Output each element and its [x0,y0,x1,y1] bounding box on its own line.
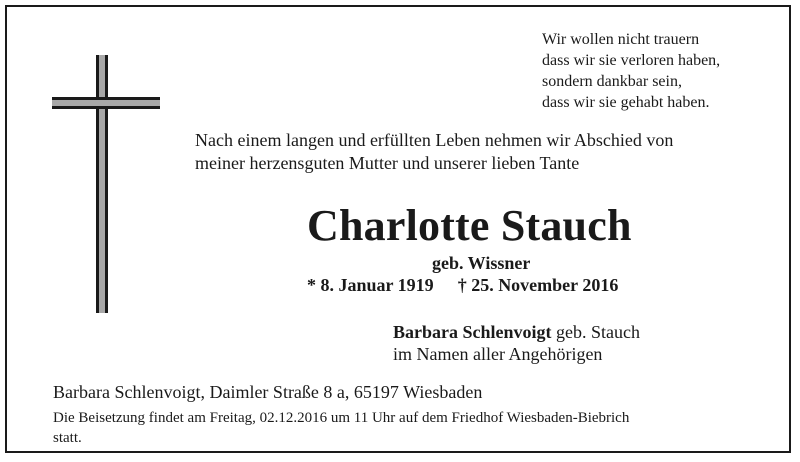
mourner-line [393,321,640,343]
mourner-name: Barbara Schlenvoigt [393,322,552,342]
mourner-signature [393,321,640,365]
birth-date: * 8. Januar 1919 [307,275,434,295]
poem-line: dass wir sie verloren haben, [542,52,721,69]
poem [542,29,720,113]
mourner-line: im Namen aller Angehörigen [393,344,603,364]
funeral-line: Die Beisetzung findet am Freitag, 02.12.2016 um 11 Uhr auf dem Friedhof Wiesbaden-Biebrich [53,410,630,426]
funeral-line: statt. [53,430,82,446]
life-dates [307,274,618,296]
poem-line: dass wir sie gehabt haben. [542,94,710,111]
death-date: † 25. November 2016 [457,275,619,295]
maiden-name: geb. Wissner [432,253,531,273]
intro-line: Nach einem langen und erfüllten Leben nehmen wir Abschied von [195,130,674,150]
obituary-frame [5,5,791,453]
deceased-name: Charlotte Stauch [307,201,632,250]
poem-line: Wir wollen nicht trauern [542,31,700,48]
intro-line: meiner herzensguten Mutter und unserer lieben Tante [195,153,580,173]
funeral-notice [53,408,629,448]
mourner-suffix: geb. Stauch [551,322,640,342]
contact-address: Barbara Schlenvoigt, Daimler Straße 8 a, 65197 Wiesbaden [53,382,483,402]
poem-line: sondern dankbar sein, [542,73,682,90]
intro-text [195,129,673,175]
cross-icon [52,55,160,315]
